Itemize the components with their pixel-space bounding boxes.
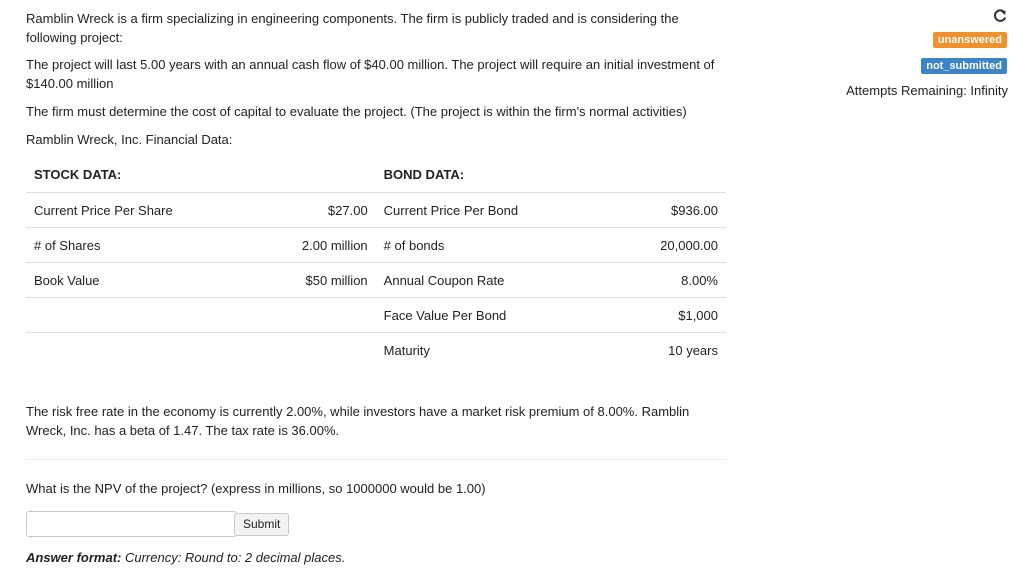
stock-value: $27.00 [281, 193, 375, 228]
table-row [26, 298, 726, 333]
reload-icon[interactable] [992, 8, 1008, 24]
intro-line-1: Ramblin Wreck is a firm specializing in engineering components. The firm is publicly traded and is considering the [26, 11, 679, 26]
bond-value: $1,000 [610, 298, 726, 333]
stock-value [281, 333, 375, 368]
project-line-1: The project will last 5.00 years with an annual cash flow of $40.00 million. The project will require an initial investment of [26, 57, 715, 72]
stock-label: # of Shares [26, 228, 281, 263]
question-prompt: What is the NPV of the project? (express in millions, so 1000000 would be 1.00) [26, 481, 486, 496]
stock-value: $50 million [281, 263, 375, 298]
table-row [26, 193, 726, 228]
project-text [26, 55, 731, 93]
bond-value: 8.00% [610, 263, 726, 298]
bond-label: # of bonds [376, 228, 610, 263]
answer-input[interactable] [26, 511, 237, 537]
bond-value: 20,000.00 [610, 228, 726, 263]
status-sidebar [824, 0, 1024, 586]
stock-label: Book Value [26, 263, 281, 298]
table-header-blank [610, 157, 726, 193]
answer-format [26, 548, 345, 567]
bond-label: Annual Coupon Rate [376, 263, 610, 298]
unanswered-badge: unanswered [933, 32, 1007, 48]
answer-format-label: Answer format: [26, 550, 122, 565]
risk-free-text [26, 402, 726, 440]
bond-label: Face Value Per Bond [376, 298, 610, 333]
bond-label: Maturity [383, 342, 430, 358]
intro-text [26, 9, 726, 47]
table-header-blank [281, 157, 375, 193]
stock-value [281, 298, 375, 333]
stock-value: 2.00 million [281, 228, 375, 263]
stock-data-header: STOCK DATA: [26, 157, 281, 193]
intro-line-2: following project: [26, 30, 123, 45]
financial-data-label: Ramblin Wreck, Inc. Financial Data: [26, 132, 233, 147]
stock-label [26, 298, 281, 333]
table-header-row [26, 157, 726, 193]
stock-label: Current Price Per Share [26, 193, 281, 228]
financial-data-table [26, 157, 726, 367]
attempts-remaining: Attempts Remaining: Infinity [846, 83, 1008, 98]
stock-label [26, 333, 281, 368]
submit-button[interactable]: Submit [234, 513, 289, 536]
cost-of-capital-text: The firm must determine the cost of capital to evaluate the project. (The project is within the firm's normal activities) [26, 104, 687, 119]
bond-data-header: BOND DATA: [376, 157, 610, 193]
table-row [26, 228, 726, 263]
risk-line-2: Wreck, Inc. has a beta of 1.47. The tax rate is 36.00%. [26, 423, 340, 438]
not-submitted-badge: not_submitted [921, 58, 1007, 74]
table-row [26, 333, 726, 368]
bond-label: Current Price Per Bond [376, 193, 610, 228]
project-line-2: $140.00 million [26, 76, 114, 91]
divider [26, 459, 726, 460]
answer-format-value: Currency: Round to: 2 decimal places. [121, 550, 346, 565]
bond-value: 10 years [668, 342, 718, 358]
bond-value: $936.00 [610, 193, 726, 228]
risk-line-1: The risk free rate in the economy is currently 2.00%, while investors have a market risk premium of 8.00%. Ramblin [26, 404, 690, 419]
table-row [26, 263, 726, 298]
